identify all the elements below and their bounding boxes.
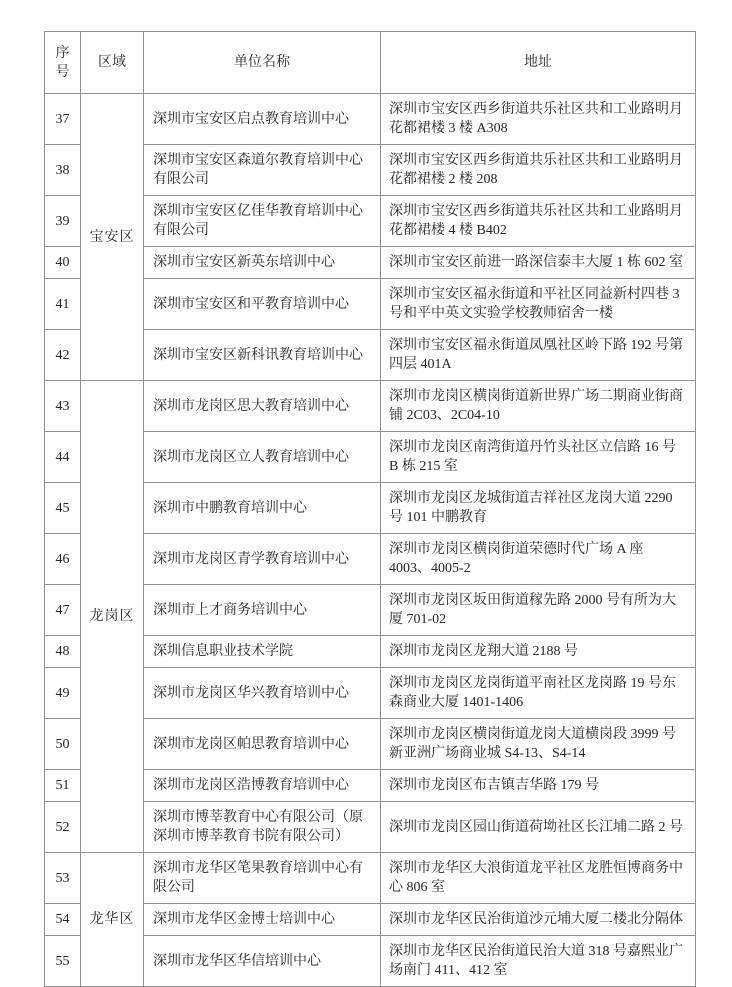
seq-cell: 43 [45,381,81,432]
org-name-cell: 深圳市龙岗区青学教育培训中心 [144,534,381,585]
table-row [45,853,696,904]
seq-cell: 54 [45,904,81,936]
seq-cell: 51 [45,770,81,802]
address-cell: 深圳市宝安区福永街道和平社区同益新村四巷 3 号和平中英文实验学校教师宿舍一楼 [381,279,696,330]
org-name-cell: 深圳市宝安区和平教育培训中心 [144,279,381,330]
table-row [45,94,696,145]
seq-cell: 45 [45,483,81,534]
seq-cell: 38 [45,145,81,196]
address-cell: 深圳市宝安区西乡街道共乐社区共和工业路明月花都裙楼 3 楼 A308 [381,94,696,145]
table-header [45,32,696,94]
address-cell: 深圳市龙岗区龙城街道吉祥社区龙岗大道 2290 号 101 中鹏教育 [381,483,696,534]
address-cell: 深圳市龙岗区横岗街道新世界广场二期商业街商铺 2C03、2C04-10 [381,381,696,432]
seq-cell: 42 [45,330,81,381]
org-name-cell: 深圳市龙华区笔果教育培训中心有限公司 [144,853,381,904]
table-body [45,94,696,987]
region-cell: 宝安区 [81,94,144,381]
seq-cell: 41 [45,279,81,330]
seq-cell: 50 [45,719,81,770]
org-name-cell: 深圳市龙岗区浩博教育培训中心 [144,770,381,802]
seq-cell: 49 [45,668,81,719]
org-name-cell: 深圳市龙岗区思大教育培训中心 [144,381,381,432]
address-cell: 深圳市宝安区福永街道凤凰社区岭下路 192 号第四层 401A [381,330,696,381]
org-name-cell: 深圳信息职业技术学院 [144,636,381,668]
address-cell: 深圳市龙岗区龙岗街道平南社区龙岗路 19 号东森商业大厦 1401-1406 [381,668,696,719]
col-header-org: 单位名称 [144,32,381,94]
org-name-cell: 深圳市龙岗区华兴教育培训中心 [144,668,381,719]
address-cell: 深圳市龙岗区布吉镇吉华路 179 号 [381,770,696,802]
org-name-cell: 深圳市中鹏教育培训中心 [144,483,381,534]
org-name-cell: 深圳市博莘教育中心有限公司（原深圳市博莘教育书院有限公司） [144,802,381,853]
seq-cell: 52 [45,802,81,853]
org-name-cell: 深圳市宝安区新英东培训中心 [144,247,381,279]
org-name-cell: 深圳市上才商务培训中心 [144,585,381,636]
region-cell: 龙华区 [81,853,144,987]
address-cell: 深圳市龙岗区横岗街道龙岗大道横岗段 3999 号新亚洲广场商业城 S4-13、S4-14 [381,719,696,770]
org-name-cell: 深圳市宝安区新科讯教育培训中心 [144,330,381,381]
seq-cell: 37 [45,94,81,145]
org-name-cell: 深圳市宝安区启点教育培训中心 [144,94,381,145]
table-row [45,381,696,432]
seq-cell: 53 [45,853,81,904]
col-header-address: 地址 [381,32,696,94]
seq-cell: 48 [45,636,81,668]
seq-cell: 47 [45,585,81,636]
seq-cell: 44 [45,432,81,483]
address-cell: 深圳市宝安区西乡街道共乐社区共和工业路明月花都裙楼 2 楼 208 [381,145,696,196]
address-cell: 深圳市龙岗区横岗街道荣德时代广场 A 座 4003、4005-2 [381,534,696,585]
seq-cell: 40 [45,247,81,279]
seq-cell: 39 [45,196,81,247]
seq-cell: 55 [45,936,81,987]
org-name-cell: 深圳市宝安区亿佳华教育培训中心有限公司 [144,196,381,247]
address-cell: 深圳市龙岗区坂田街道稼先路 2000 号有所为大厦 701-02 [381,585,696,636]
seq-cell: 46 [45,534,81,585]
address-cell: 深圳市龙华区民治街道民治大道 318 号嘉熙业广场南门 411、412 室 [381,936,696,987]
col-header-region: 区域 [81,32,144,94]
address-cell: 深圳市龙华区民治街道沙元埔大厦二楼北分隔体 [381,904,696,936]
training-centers-table [44,31,696,987]
address-cell: 深圳市龙岗区园山街道荷坳社区长江埔二路 2 号 [381,802,696,853]
address-cell: 深圳市龙华区大浪街道龙平社区龙胜恒博商务中心 806 室 [381,853,696,904]
address-cell: 深圳市宝安区前进一路深信泰丰大厦 1 栋 602 室 [381,247,696,279]
org-name-cell: 深圳市龙岗区帕思教育培训中心 [144,719,381,770]
org-name-cell: 深圳市龙华区华信培训中心 [144,936,381,987]
org-name-cell: 深圳市龙华区金博士培训中心 [144,904,381,936]
header-row [45,32,696,94]
address-cell: 深圳市龙岗区龙翔大道 2188 号 [381,636,696,668]
org-name-cell: 深圳市宝安区森道尔教育培训中心有限公司 [144,145,381,196]
org-name-cell: 深圳市龙岗区立人教育培训中心 [144,432,381,483]
address-cell: 深圳市龙岗区南湾街道丹竹头社区立信路 16 号 B 栋 215 室 [381,432,696,483]
address-cell: 深圳市宝安区西乡街道共乐社区共和工业路明月花都裙楼 4 楼 B402 [381,196,696,247]
col-header-seq: 序号 [45,32,81,94]
region-cell: 龙岗区 [81,381,144,853]
